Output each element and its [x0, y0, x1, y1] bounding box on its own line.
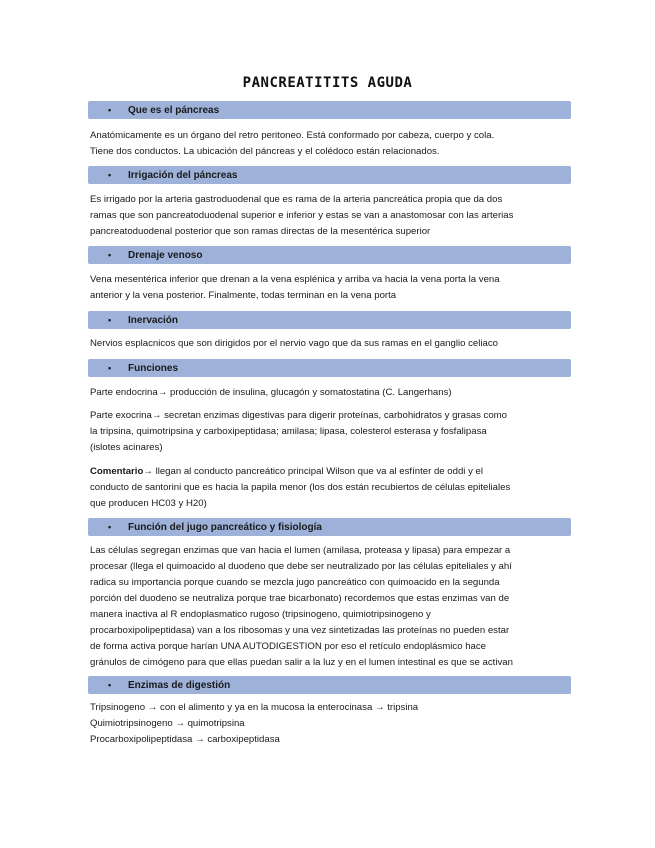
funciones-endocrina: [90, 385, 575, 401]
section-body-enzimas: [90, 700, 575, 748]
text-line: porción del duodeno se neutraliza porque trae bicarbonato) recordemos que estas enzimas van de: [90, 593, 510, 604]
section-heading-funciones: [88, 359, 571, 377]
text-line: que producen HC03 y H20): [90, 498, 207, 509]
text-line: Tripsinogeno → con el alimento y ya en la mucosa la enterocinasa → tripsina: [90, 702, 419, 713]
section-body-inervacion: [90, 336, 575, 352]
text-line: conducto de santorini que es hacia la papila menor (los dos están recubiertos de células epiteliales: [90, 482, 511, 493]
section-body-jugo-pancreatico: [90, 543, 575, 671]
section-heading-text: Enzimas de digestión: [128, 680, 231, 691]
section-heading-text: Función del jugo pancreático y fisiología: [128, 522, 322, 533]
text-line: ramas que son pancreatoduodenal superior e inferior y estas se van a anastomosar con las arterias: [90, 210, 514, 221]
funciones-exocrina: [90, 408, 575, 456]
section-heading-pancreas: [88, 101, 571, 119]
text-line: Anatómicamente es un órgano del retro peritoneo. Está conformado por cabeza, cuerpo y cola.: [90, 130, 495, 141]
text-line: Las células segregan enzimas que van hacia el lumen (amilasa, proteasa y lipasa) para empezar a: [90, 545, 511, 556]
text-line: gránulos de cimógeno para que ellas puedan salir a la luz y en el lumen intestinal es que se activan: [90, 657, 513, 668]
text-line: Es irrigado por la arteria gastroduodenal que es rama de la arteria pancreática propia que da dos: [90, 194, 503, 205]
text-line: anterior y la vena posterior. Finalmente, todas terminan en la vena porta: [90, 290, 397, 301]
bullet-icon: •: [108, 170, 112, 180]
text-line: procarboxipolipeptidasa) van a los ribosomas y una vez sintetizadas las proteínas no pueden estar: [90, 625, 510, 636]
text-line: Nervios esplacnicos que son dirigidos por el nervio vago que da sus ramas en el ganglio celiaco: [90, 338, 498, 349]
text-line: Tiene dos conductos. La ubicación del páncreas y el colédoco están relacionados.: [90, 146, 440, 157]
bullet-icon: •: [108, 315, 112, 325]
comentario-label: Comentario: [90, 466, 144, 477]
section-heading-text: Drenaje venoso: [128, 250, 203, 261]
text-line: radica su importancia porque cuando se mezcla jugo pancreático con quimoacido en la segunda: [90, 577, 500, 588]
comentario-text: → llegan al conducto pancreático principal Wilson que va al esfínter de oddi y el: [143, 466, 484, 477]
section-heading-text: Irrigación del páncreas: [128, 170, 238, 181]
text-line: Parte endocrina→ producción de insulina, glucagón y somatostatina (C. Langerhans): [90, 387, 452, 398]
text-line: [90, 464, 575, 480]
text-line: Quimiotripsinogeno → quimotripsina: [90, 718, 245, 729]
text-line: de forma activa porque harían UNA AUTODIGESTION por eso el retículo endoplásmico hace: [90, 641, 487, 652]
section-body-irrigacion: [90, 192, 575, 240]
section-heading-text: Funciones: [128, 363, 179, 374]
text-line: procesar (llega el quimoacido al duodeno que debe ser neutralizado por las células epiteliales y ahí: [90, 561, 512, 572]
bullet-icon: •: [108, 105, 112, 115]
text-line: la tripsina, quimotripsina y carboxipeptidasa; amilasa; lipasa, colesterol esterasa y fosfalipasa: [90, 426, 487, 437]
section-heading-text: Inervación: [128, 315, 179, 326]
section-heading-text: Que es el páncreas: [128, 105, 220, 116]
section-heading-irrigacion: [88, 166, 571, 184]
funciones-comentario: [90, 464, 575, 512]
text-line: pancreatoduodenal posterior que son ramas directas de la mesentérica superior: [90, 226, 431, 237]
bullet-icon: •: [108, 522, 112, 532]
section-heading-inervacion: [88, 311, 571, 329]
section-body-drenaje: [90, 272, 575, 304]
document-title: PANCREATITITS AGUDA: [242, 75, 413, 91]
text-line: (islotes acinares): [90, 442, 163, 453]
text-line: Parte exocrina→ secretan enzimas digestivas para digerir proteínas, carbohidratos y grasas como: [90, 410, 507, 421]
section-body-pancreas: [90, 128, 575, 160]
section-heading-enzimas: [88, 676, 571, 694]
bullet-icon: •: [108, 363, 112, 373]
text-line: Procarboxipolipeptidasa → carboxipeptidasa: [90, 734, 280, 745]
bullet-icon: •: [108, 250, 112, 260]
text-line: manera inactiva al R endoplasmatico rugoso (tripsinogeno, quimiotripsinogeno y: [90, 609, 431, 620]
bullet-icon: •: [108, 680, 112, 690]
text-line: Vena mesentérica inferior que drenan a la vena esplénica y arriba va hacia la vena porta la vena: [90, 274, 500, 285]
section-heading-drenaje: [88, 246, 571, 264]
section-heading-jugo-pancreatico: [88, 518, 571, 536]
